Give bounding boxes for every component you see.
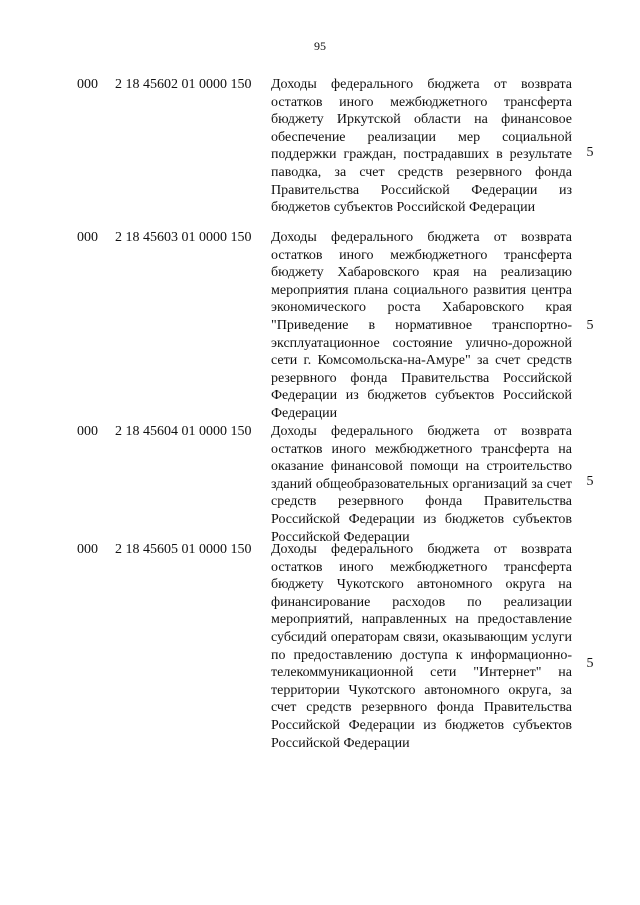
code-column [580, 423, 600, 541]
income-description: Доходы федерального бюджета от возврата остатков иного межбюджетного трансферта бюджету Хабаровского края на реализацию мероприятия плана социального развития центра экономического роста Хабаровского края "Приведение в нормативное транспортно-эксплуатационное состояние улично-дорожной сети г. Комсомольска-на-Амуре" за счет средств резервного фонда Правительства Российской Федерации из бюджетов субъектов Российской Федерации [271, 230, 572, 421]
budget-classification-code: 2 18 45604 01 0000 150 [115, 424, 252, 439]
administrator-code: 000 [77, 424, 98, 439]
budget-codes-table [0, 76, 640, 786]
code-column [580, 541, 600, 786]
table-row [0, 423, 640, 545]
code-column [580, 76, 600, 229]
income-description: Доходы федерального бюджета от возврата остатков иного межбюджетного трансферта на оказание финансовой помощи на строительство зданий общеобразовательных организаций за счет средств резервного фонда Правительства Российской Федерации из бюджетов субъектов Российской Федерации [271, 424, 572, 545]
income-description: Доходы федерального бюджета от возврата остатков иного межбюджетного трансферта бюджету Чукотского автономного округа на финансирование расходов по реализации мероприятий, направленных на предоставление субсидий операторам связи, оказывающим услуги по предоставлению доступа к информационно-телекоммуникационной сети "Интернет" на территории Чукотского автономного округа, за счет средств резервного фонда Правительства Российской Федерации из бюджетов субъектов Российской Федерации [271, 542, 572, 751]
administrator-code: 000 [77, 542, 98, 557]
code-value: 5 [586, 144, 594, 160]
budget-classification-code: 2 18 45605 01 0000 150 [115, 542, 252, 557]
administrator-code: 000 [77, 77, 98, 92]
code-value: 5 [586, 474, 594, 490]
table-row [0, 229, 640, 423]
code-column [580, 229, 600, 423]
budget-classification-code: 2 18 45602 01 0000 150 [115, 77, 252, 92]
income-description: Доходы федерального бюджета от возврата остатков иного межбюджетного трансферта бюджету Иркутской области на финансовое обеспечение реализации мер социальной поддержки граждан, пострадавших в результате паводка, за счет средств резервного фонда Правительства Российской Федерации из бюджетов субъектов Российской Федерации [271, 77, 572, 216]
table-row [0, 541, 640, 786]
code-value: 5 [586, 655, 594, 671]
budget-classification-code: 2 18 45603 01 0000 150 [115, 230, 252, 245]
administrator-code: 000 [77, 230, 98, 245]
table-row [0, 76, 640, 229]
code-value: 5 [586, 318, 594, 334]
page-number: 95 [314, 39, 326, 53]
